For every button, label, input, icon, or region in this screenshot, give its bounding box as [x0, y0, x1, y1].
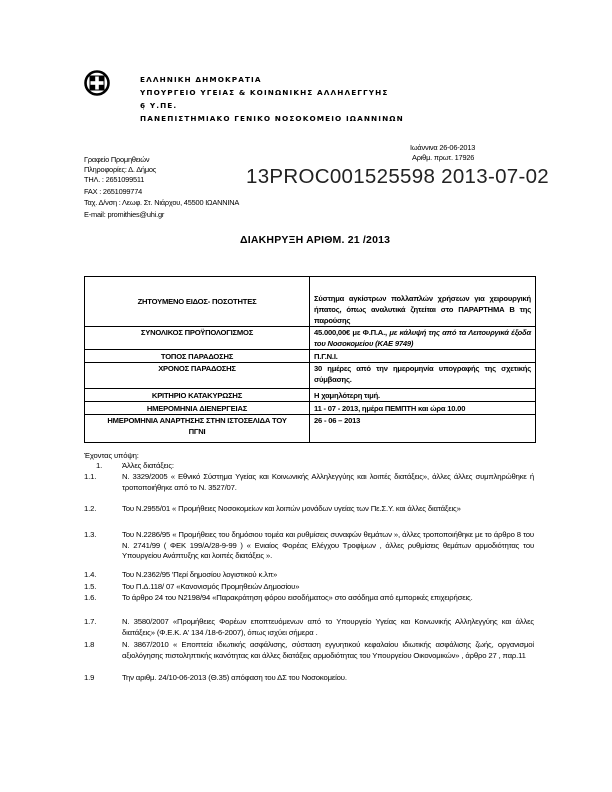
row-key: ΧΡΟΝΟΣ ΠΑΡΑΔΟΣΗΣ — [85, 363, 310, 389]
header-line-hospital: ΠΑΝΕΠΙΣΤΗΜΙΑΚΟ ΓΕΝΙΚΟ ΝΟΣΟΚΟΜΕΙΟ ΙΩΑΝΝΙΝΩΝ — [140, 114, 404, 123]
document-stamp-id: 13PROC001525598 2013-07-02 — [246, 165, 549, 188]
item-text: Του Π.Δ.118/ 07 «Κανονισμός Προμηθειών Δημοσίου» — [122, 582, 300, 591]
sender-address: Ταχ. Δ/νση : Λεωφ. Στ. Νιάρχου, 45500 ΙΩΑΝΝΙΝΑ — [84, 198, 240, 207]
item-text: Του Ν.2362/95 'Περί δημοσίου λογιστικού κ.λπ» — [122, 570, 278, 579]
table-row — [85, 277, 536, 327]
row-key: ΚΡΙΤΗΡΙΟ ΚΑΤΑΚΥΡΩΣΗΣ — [85, 389, 310, 402]
sender-office: Γραφείο Προμηθειών — [84, 155, 150, 164]
list-item — [84, 582, 536, 593]
considering-intro: Έχοντας υπόψη: — [84, 451, 139, 460]
row-value: Σύστημα αγκίστρων πολλαπλών χρήσεων για χειρουργική ήπατος, όπως αναλυτικά ζητείται στο ΠΑΡΑΡΤΗΜΑ Β της παρούσης — [310, 277, 536, 327]
table-row — [85, 363, 536, 389]
table-row — [85, 402, 536, 415]
section-label: Άλλες διατάξεις: — [122, 461, 174, 470]
greek-coat-of-arms-icon — [84, 70, 110, 96]
list-item — [84, 504, 536, 526]
header-line-ministry: ΥΠΟΥΡΓΕΙΟ ΥΓΕΙΑΣ & ΚΟΙΝΩΝΙΚΗΣ ΑΛΛΗΛΕΓΓΥΗΣ — [140, 88, 389, 97]
list-item — [84, 530, 536, 563]
list-item — [84, 617, 536, 639]
sender-info: Πληροφορίες: Δ. Δήμος — [84, 165, 157, 174]
page-title: ΔΙΑΚΗΡΥΞΗ ΑΡΙΘΜ. 21 /2013 — [240, 234, 391, 246]
row-value: Π.Γ.Ν.Ι. — [310, 350, 536, 363]
row-key: ΗΜΕΡΟΜΗΝΙΑ ΑΝΑΡΤΗΣΗΣ ΣΤΗΝ ΙΣΤΟΣΕΛΙΔΑ ΤΟΥ ΠΓΝΙ — [85, 415, 310, 443]
header-line-region: 6ͅ Υ.ΠΕ. — [140, 101, 178, 110]
item-number: 1.2. — [84, 504, 97, 513]
row-value: 26 - 06 – 2013 — [310, 415, 536, 443]
header-line-state: ΕΛΛΗΝΙΚΗ ΔΗΜΟΚΡΑΤΙΑ — [140, 75, 262, 84]
table-row — [85, 415, 536, 443]
row-value — [310, 327, 536, 350]
row-value: 30 ημέρες από την ημερομηνία υπογραφής της σχετικής σύμβασης. — [310, 363, 536, 389]
item-number: 1.3. — [84, 530, 97, 539]
sender-fax: FAX : 2651099774 — [84, 187, 143, 196]
item-number: 1.8 — [84, 640, 95, 649]
budget-amount: 45.000,00€ με Φ.Π.Α., — [314, 328, 390, 337]
item-number: 1.1. — [84, 472, 97, 481]
list-item — [84, 640, 536, 673]
item-text: Το άρθρο 24 του Ν2198/94 «Παρακράτηση φόρου εισοδήματος» στο ασόδημα από εμπορικές επιχειρήσεις. — [122, 593, 473, 602]
list-item — [84, 673, 536, 684]
table-row — [85, 350, 536, 363]
list-item — [84, 593, 536, 615]
section-number: 1. — [96, 461, 103, 470]
item-text: Ν. 3867/2010 « Εποπτεία ιδιωτικής ασφάλισης, σύσταση εγγυητικού κεφαλαίου ιδιωτικής ασφάλισης ζωής, οργανισμοί αξιολόγησης πιστοληπτικής ικανότητας και άλλες διατάξεις αρμοδιότητας του Υπουργείου Οικονομικών» , άρθρο 27 , παρ.11 — [122, 640, 534, 660]
place-date: Ιωάννινα 26-06-2013 — [410, 143, 476, 152]
row-value: 11 - 07 - 2013, ημέρα ΠΕΜΠΤΗ και ώρα 10.00 — [310, 402, 536, 415]
row-key: ΖΗΤΟΥΜΕΝΟ ΕΙΔΟΣ- ΠΟΣΟΤΗΤΕΣ — [85, 277, 310, 327]
item-number: 1.7. — [84, 617, 97, 626]
specification-table — [84, 276, 536, 443]
considering-section — [84, 451, 536, 731]
item-number: 1.6. — [84, 593, 97, 602]
item-number: 1.9 — [84, 673, 95, 682]
list-item — [84, 570, 536, 581]
sender-email: E-mail: promithies@uhi.gr — [84, 210, 165, 219]
list-item — [84, 472, 536, 494]
item-text: Του Ν.2286/95 « Προμήθειες του δημόσιου τομέα και ρυθμίσεις συναφών θεμάτων », άλλες τροποποιήθηκε με το άρθρο 8 του Ν. 2741/99 ( ΦΕΚ 199/Α/28-9-99 ) « Ενιαίος Φορέας Ελέγχου Τροφίμων , άλλες ρυθμίσεις θεμάτων αρμοδιότητας του Υπουργείου Ανάπτυξης και λοιπές διατάξεις ». — [122, 530, 534, 561]
table-row — [85, 327, 536, 350]
item-number: 1.4. — [84, 570, 97, 579]
row-key: ΗΜΕΡΟΜΗΝΙΑ ΔΙΕΝΕΡΓΕΙΑΣ — [85, 402, 310, 415]
item-text: Την αριθμ. 24/10-06-2013 (Θ.35) απόφαση του ΔΣ του Νοσοκομείου. — [122, 673, 347, 682]
item-number: 1.5. — [84, 582, 97, 591]
item-text: Ν. 3580/2007 «Προμήθειες Φορέων εποπτευόμενων από το Υπουργείο Υγείας και Κοινωνικής Αλληλεγγύης και άλλες διατάξεις» (Φ.Ε.Κ. Α' 134 /18-6-2007), όπως ισχύει σήμερα . — [122, 617, 534, 637]
row-value: Η χαμηλότερη τιμή. — [310, 389, 536, 402]
table-row — [85, 389, 536, 402]
item-text: Ν. 3329/2005 « Εθνικό Σύστημα Υγείας και Κοινωνικής Αλληλεγγύης και λοιπές διατάξεις», άλλες άλλες συμπληρώθηκε ή τροποποιήθηκε από το Ν. 3527/07. — [122, 472, 534, 492]
row-key: ΤΟΠΟΣ ΠΑΡΑΔΟΣΗΣ — [85, 350, 310, 363]
row-key: ΣΥΝΟΛΙΚΟΣ ΠΡΟΫΠΟΛΟΓΙΣΜΟΣ — [85, 327, 310, 350]
budget-funding-source: με κάλυψή της από τα Λειτουργικά έξοδα του Νοσοκομείου (ΚΑΕ 9749) — [314, 328, 532, 348]
item-text: Του Ν.2955/01 « Προμήθειες Νοσοκομείων και λοιπών μονάδων υγείας των Πε.Σ.Υ. και άλλες διατάξεις» — [122, 504, 461, 513]
protocol-number: Αριθμ. πρωτ. 17926 — [412, 153, 475, 162]
sender-phone: ΤΗΛ. : 2651099511 — [84, 175, 145, 184]
